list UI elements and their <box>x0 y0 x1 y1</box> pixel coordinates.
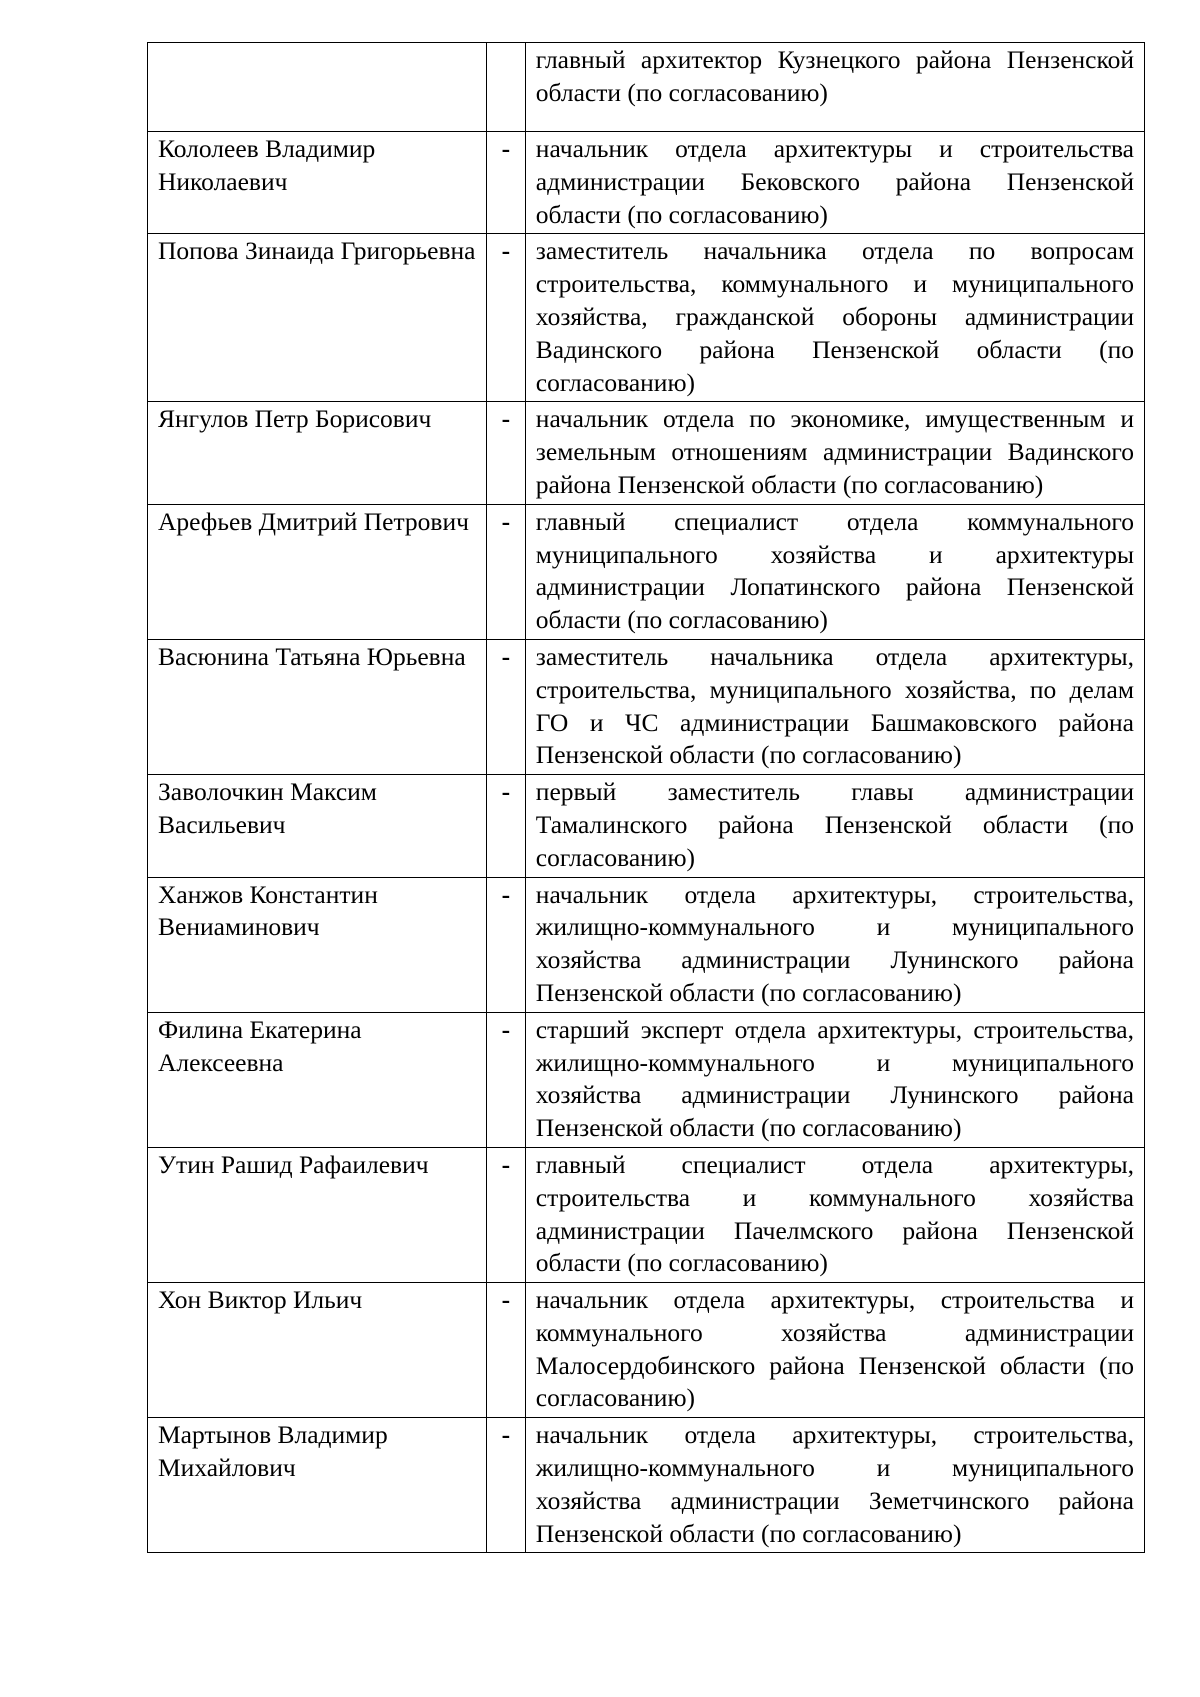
members-table <box>147 42 1145 1553</box>
table-row <box>148 132 1145 234</box>
member-position: начальник отдела архитектуры и строительства администрации Бековского района Пензенской области (по согласованию) <box>525 132 1144 234</box>
table-row <box>148 234 1145 402</box>
dash-separator: - <box>486 402 525 504</box>
member-position: заместитель начальника отдела архитектуры, строительства, муниципального хозяйства, по делам ГО и ЧС администрации Башмаковского района Пензенской области (по согласованию) <box>525 639 1144 774</box>
dash-separator <box>486 43 525 132</box>
member-position: начальник отдела по экономике, имущественным и земельным отношениям администрации Вадинского района Пензенской области (по согласованию) <box>525 402 1144 504</box>
member-name: Филина Екатерина Алексеевна <box>148 1012 487 1147</box>
table-row <box>148 402 1145 504</box>
member-name: Янгулов Петр Борисович <box>148 402 487 504</box>
table-row <box>148 43 1145 132</box>
dash-separator: - <box>486 877 525 1012</box>
member-position: главный специалист отдела архитектуры, строительства и коммунального хозяйства администрации Пачелмского района Пензенской области (по согласованию) <box>525 1147 1144 1282</box>
member-position: начальник отдела архитектуры, строительства и коммунального хозяйства администрации Малосердобинского района Пензенской области (по согласованию) <box>525 1283 1144 1418</box>
member-name: Ханжов Константин Вениаминович <box>148 877 487 1012</box>
member-name: Арефьев Дмитрий Петрович <box>148 504 487 639</box>
dash-separator: - <box>486 1418 525 1553</box>
table-row <box>148 1418 1145 1553</box>
member-name: Васюнина Татьяна Юрьевна <box>148 639 487 774</box>
member-position: заместитель начальника отдела по вопросам строительства, коммунального и муниципального хозяйства, гражданской обороны администрации Вадинского района Пензенской области (по согласованию) <box>525 234 1144 402</box>
member-position: главный специалист отдела коммунального муниципального хозяйства и архитектуры администрации Лопатинского района Пензенской области (по согласованию) <box>525 504 1144 639</box>
member-position: первый заместитель главы администрации Тамалинского района Пензенской области (по согласованию) <box>525 775 1144 877</box>
dash-separator: - <box>486 1012 525 1147</box>
member-position: главный архитектор Кузнецкого района Пензенской области (по согласованию) <box>525 43 1144 132</box>
member-name: Мартынов Владимир Михайлович <box>148 1418 487 1553</box>
member-name: Утин Рашид Рафаилевич <box>148 1147 487 1282</box>
table-row <box>148 775 1145 877</box>
dash-separator: - <box>486 234 525 402</box>
member-name <box>148 43 487 132</box>
dash-separator: - <box>486 775 525 877</box>
member-name: Попова Зинаида Григорьевна <box>148 234 487 402</box>
member-name: Кололеев Владимир Николаевич <box>148 132 487 234</box>
member-name: Заволочкин Максим Васильевич <box>148 775 487 877</box>
table-row <box>148 877 1145 1012</box>
dash-separator: - <box>486 132 525 234</box>
table-row <box>148 1283 1145 1418</box>
member-name: Хон Виктор Ильич <box>148 1283 487 1418</box>
table-row <box>148 1147 1145 1282</box>
member-position: старший эксперт отдела архитектуры, строительства, жилищно-коммунального и муниципального хозяйства администрации Лунинского района Пензенской области (по согласованию) <box>525 1012 1144 1147</box>
dash-separator: - <box>486 1283 525 1418</box>
member-position: начальник отдела архитектуры, строительства, жилищно-коммунального и муниципального хозяйства администрации Лунинского района Пензенской области (по согласованию) <box>525 877 1144 1012</box>
member-position: начальник отдела архитектуры, строительства, жилищно-коммунального и муниципального хозяйства администрации Земетчинского района Пензенской области (по согласованию) <box>525 1418 1144 1553</box>
dash-separator: - <box>486 504 525 639</box>
table-row <box>148 639 1145 774</box>
table-row <box>148 1012 1145 1147</box>
dash-separator: - <box>486 1147 525 1282</box>
dash-separator: - <box>486 639 525 774</box>
table-row <box>148 504 1145 639</box>
